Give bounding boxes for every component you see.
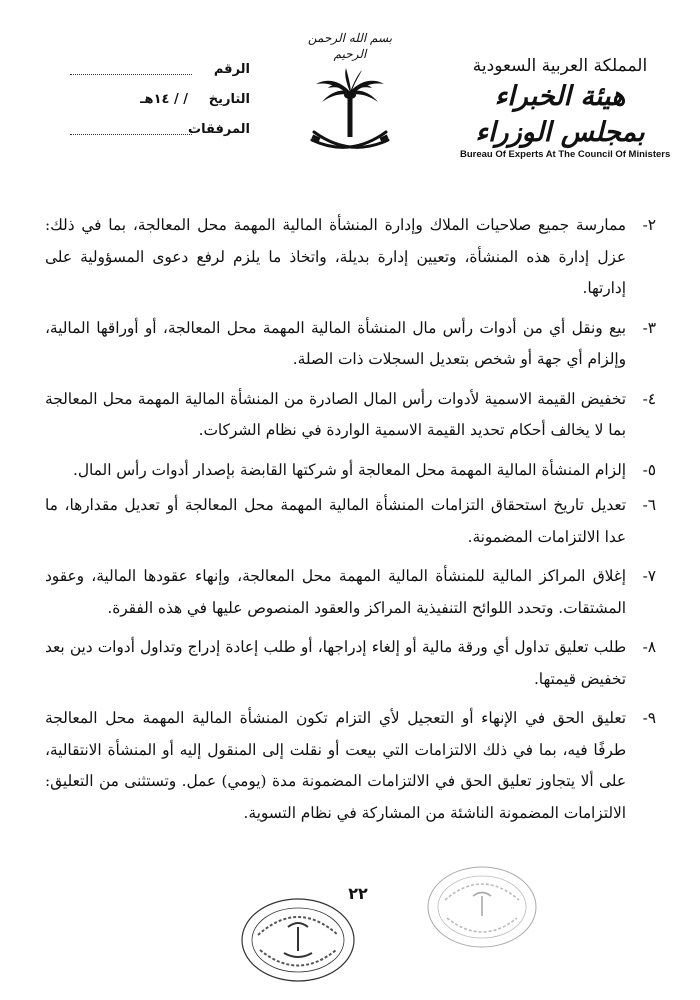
list-item — [45, 632, 656, 695]
bureau-name-arabic: هيئة الخبراء بمجلس الوزراء — [475, 81, 645, 148]
reference-number-row — [40, 62, 250, 92]
list-item — [45, 703, 656, 829]
date-value: / / ١٤هـ — [140, 92, 188, 107]
item-number: ٨- — [642, 638, 656, 656]
palm-and-swords-icon — [300, 62, 400, 162]
item-number: ٩- — [642, 709, 656, 727]
page-number: ٢٢ — [348, 884, 368, 903]
list-item — [45, 210, 656, 305]
item-number: ٣- — [642, 318, 656, 337]
reference-number-label: الرقم — [213, 62, 250, 77]
item-number: ٤- — [642, 389, 656, 408]
document-body — [45, 210, 656, 837]
faded-seal-icon — [423, 862, 541, 952]
date-label: التاريخ — [208, 92, 250, 107]
attachments-row — [40, 122, 250, 152]
item-text: ممارسة جميع صلاحيات الملاك وإدارة المنشأة المالية المهمة محل المعالجة، بما في ذلك: عزل إدارة هذه المنشأة، وتعيين إدارة بديلة، واتخاذ ما يلزم لرفع دعوى المسؤولية على إدارتها. — [45, 216, 626, 297]
item-number: ٦- — [642, 496, 656, 514]
attachments-label: المرفقات — [188, 122, 250, 137]
item-text: تعليق الحق في الإنهاء أو التعجيل لأي التزام تكون المنشأة المالية المهمة محل المعالجة طرفًا فيه، بما في ذلك الالتزامات التي بيعت أو نقلت إلى المنقول إليه أو المنشأة الانتقالية، على ألا يتجاوز تعليق الحق في الالتزامات المضمونة مدة (يومي) عمل. وتستثنى من التعليق: الالتزامات المضمونة الناشئة من المشاركة في نظام التسوية. — [45, 709, 626, 822]
item-number: ٥- — [642, 460, 656, 479]
item-number: ٧- — [642, 567, 656, 585]
letterhead — [460, 55, 671, 160]
reference-number-line — [70, 74, 192, 75]
attachments-line — [70, 134, 192, 135]
item-text: طلب تعليق تداول أي ورقة مالية أو إلغاء إدراجها، أو طلب إعادة إدراج وتداول أدوات دين بعد تخفيض قيمتها. — [45, 638, 626, 688]
item-text: إغلاق المراكز المالية للمنشأة المالية المهمة محل المعالجة، وإنهاء عقودها المالية، وعقود المشتقات. وتحدد اللوائح التنفيذية المراكز والعقود المنصوص عليها في هذه الفقرة. — [45, 567, 626, 617]
emblem — [300, 30, 400, 150]
item-text: تخفيض القيمة الاسمية لأدوات رأس المال الصادرة من المنشأة المالية المهمة محل المعالجة بما لا يخالف أحكام تحديد القيمة الاسمية الواردة في نظام الشركات. — [45, 389, 626, 439]
item-text: تعديل تاريخ استحقاق التزامات المنشأة المالية المهمة محل المعالجة أو تعديل مقدارها، ما عدا الالتزامات المضمونة. — [45, 496, 626, 546]
item-number: ٢- — [642, 216, 656, 234]
kingdom-name: المملكة العربية السعودية — [472, 56, 648, 76]
list-item — [45, 490, 656, 553]
item-text: بيع ونقل أي من أدوات رأس مال المنشأة المالية المهمة محل المعالجة، أو أوراقها المالية، وإلزام أي جهة أو شخص بتعديل السجلات ذات الصلة. — [45, 318, 626, 368]
item-text: إلزام المنشأة المالية المهمة محل المعالجة أو شركتها القابضة بإصدار أدوات رأس المال. — [73, 460, 626, 479]
list-item — [45, 384, 656, 447]
bureau-name-english: Bureau Of Experts At The Council Of Ministers — [460, 149, 671, 160]
official-seal-icon — [238, 895, 358, 985]
date-row — [40, 92, 250, 122]
reference-fields — [40, 62, 250, 152]
basmala: بسم الله الرحمن الرحيم — [307, 31, 393, 61]
list-item — [45, 455, 656, 487]
list-item — [45, 313, 656, 376]
list-item — [45, 561, 656, 624]
